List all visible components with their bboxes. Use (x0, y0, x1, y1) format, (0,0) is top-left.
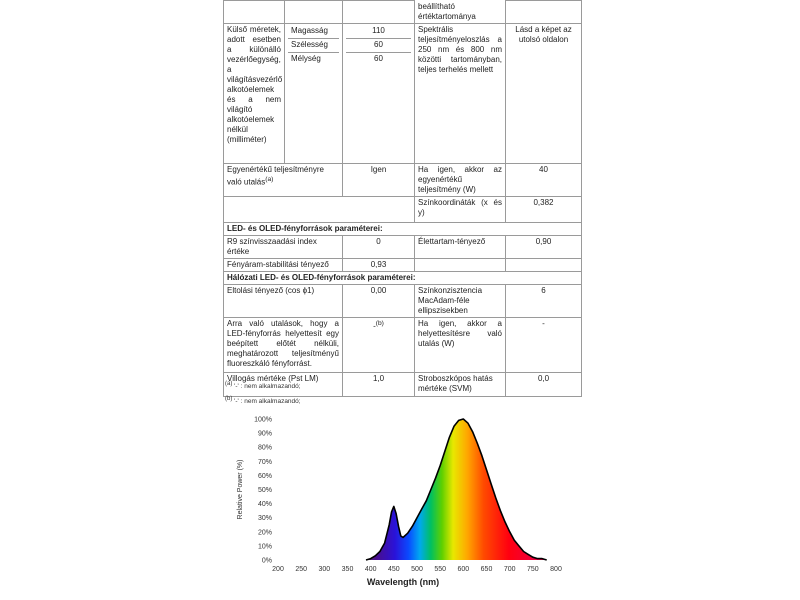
x-tick-label: 750 (526, 566, 539, 573)
table-row (224, 317, 582, 372)
y-tick-label: 10% (257, 543, 272, 551)
spectral-label: Spektrális teljesítményeloszlás a 250 nm és 800 nm közötti tartományban, teljes terhelés mellett (415, 23, 506, 163)
mains-section-header: Hálózati LED- és OLED-fényforrások paraméterei: (224, 271, 582, 284)
y-axis-label: Relative Power (%) (237, 459, 244, 520)
led-section-header: LED- és OLED-fényforrások paraméterei: (224, 222, 582, 235)
replacement-right-value: - (506, 317, 582, 372)
table-row (224, 1, 582, 24)
y-tick-label: 20% (257, 529, 272, 537)
height-label: Magasság (288, 25, 339, 39)
r9-value: 0 (343, 235, 415, 258)
displacement-label: Eltolási tényező (cos ϕ1) (224, 284, 343, 317)
y-tick-label: 70% (257, 458, 272, 466)
equivalent-right-value: 40 (506, 163, 582, 196)
y-tick-label: 40% (257, 501, 272, 509)
table-row (224, 23, 582, 163)
width-label: Szélesség (288, 39, 339, 53)
y-tick-label: 100% (254, 416, 272, 424)
y-tick-label: 30% (257, 515, 272, 523)
height-value: 110 (346, 25, 411, 39)
y-tick-label: 0% (261, 557, 272, 565)
x-tick-label: 450 (387, 566, 400, 573)
replacement-right-label: Ha igen, akkor a helyettesítésre való utalás (W) (415, 317, 506, 372)
y-tick-label: 80% (257, 444, 272, 452)
equivalent-right-label: Ha igen, akkor az egyenértékű teljesítmény (W) (415, 163, 506, 196)
footnote-ref: (b) (375, 319, 384, 327)
replacement-claim-label: Arra való utalások, hogy a LED-fényforrás helyettesít egy beépített előtét nélküli, meghatározott teljesítményű fluoreszkáló fényforrást. (224, 317, 343, 372)
lifetime-value: 0,90 (506, 235, 582, 258)
table-row (224, 163, 582, 196)
y-tick-label: 60% (257, 472, 272, 480)
r9-label: R9 színvisszaadási index értéke (224, 235, 343, 258)
spectral-chart (230, 409, 570, 594)
displacement-value: 0,00 (343, 284, 415, 317)
x-tick-labels (272, 566, 562, 573)
table-row (224, 258, 582, 271)
x-tick-label: 500 (411, 566, 423, 573)
equivalent-label: Egyenértékű teljesítményre való utalás (227, 164, 324, 187)
y-tick-labels (254, 417, 272, 565)
table-row (224, 222, 582, 235)
dimensions-label: Külső méretek, adott esetben a különálló vezérlőegység, a világításvezérlő alkotóelemek és a nem világító alkotóelemek nélkül (milliméter) (224, 23, 285, 163)
consistency-value: 6 (506, 284, 582, 317)
footnotes (225, 378, 301, 408)
depth-value: 60 (374, 53, 383, 63)
spectral-value: Lásd a képet az utolsó oldalon (506, 23, 582, 163)
chromaticity-value: 0,382 (506, 196, 582, 222)
chromaticity-label: Színkoordináták (x és y) (415, 196, 506, 222)
table-row (224, 235, 582, 258)
x-tick-label: 400 (364, 566, 377, 573)
table-row (224, 284, 582, 317)
x-tick-label: 300 (318, 566, 331, 573)
lifetime-label: Élettartam-tényező (415, 235, 506, 258)
y-tick-label: 50% (257, 487, 272, 494)
replacement-claim-value: - (373, 321, 376, 331)
x-tick-label: 650 (480, 566, 493, 573)
footnote-b: $^{(b)}$ '-' : nem alkalmazandó; (225, 396, 301, 406)
x-tick-label: 250 (295, 566, 308, 573)
width-value: 60 (346, 39, 411, 53)
y-tick-label: 90% (257, 430, 272, 438)
x-axis-label: Wavelength (nm) (366, 577, 440, 587)
x-tick-label: 200 (272, 566, 284, 573)
flux-value: 0,93 (343, 258, 415, 271)
flux-label: Fényáram-stabilitási tényező (224, 258, 343, 271)
stroboscopic-value: 0,0 (506, 372, 582, 396)
equivalent-value: Igen (343, 163, 415, 196)
stroboscopic-label: Stroboszkópos hatás mértéke (SVM) (415, 372, 506, 396)
footnote-a: $^{(a)}$ '-' : nem alkalmazandó; (225, 381, 301, 391)
depth-label: Mélység (291, 53, 321, 63)
table-row (224, 196, 582, 222)
flicker-label: Villogás mértéke (Pst LM) (224, 372, 343, 396)
range-cell: beállítható értéktartománya (415, 1, 506, 24)
x-tick-label: 350 (341, 566, 354, 573)
flicker-value: 1,0 (343, 372, 415, 396)
consistency-label: Színkonzisztencia MacAdam-féle ellipszisekben (415, 284, 506, 317)
x-tick-label: 600 (457, 566, 470, 573)
table-row (224, 271, 582, 284)
x-tick-label: 700 (503, 566, 516, 573)
x-tick-label: 550 (434, 566, 447, 573)
x-tick-label: 800 (550, 566, 562, 573)
spec-table (223, 0, 582, 397)
footnote-ref: (a) (265, 175, 274, 183)
